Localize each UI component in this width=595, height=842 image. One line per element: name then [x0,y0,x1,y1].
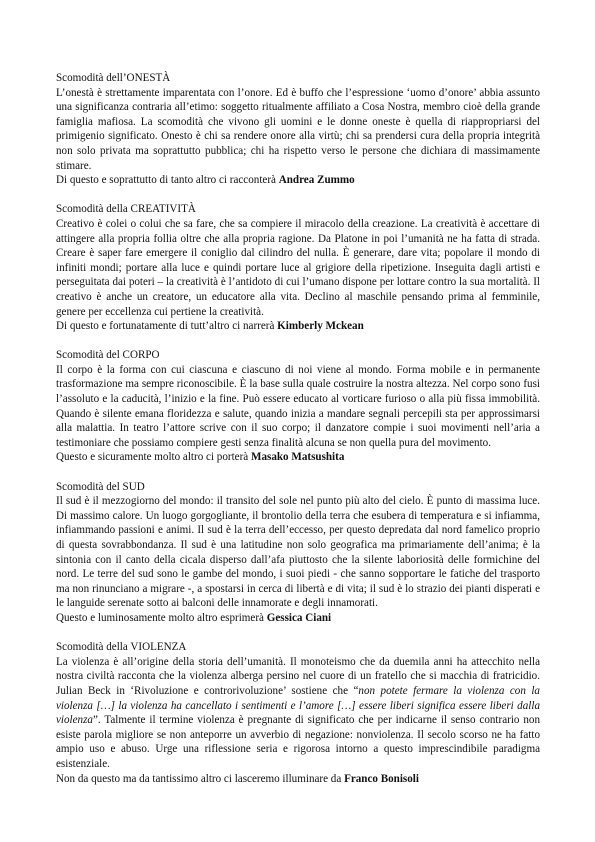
section-heading: Scomodità del SUD [56,480,145,493]
closing-text: Questo e luminosamente molto altro esprimerà [56,611,267,624]
section-onesta [56,71,540,188]
document-page [56,71,540,801]
closing-text: Di questo e fortunatamente di tutt’altro ci narrerà [56,320,278,333]
speaker-name: Kimberly Mckean [277,320,364,333]
speaker-name: Masako Matsushita [251,451,345,464]
section-corpo [56,348,540,465]
section-heading: Scomodità del CORPO [56,349,160,362]
section-closing [56,173,540,188]
body-text-after-quote: ”. Talmente il termine violenza è pregnante di significato che per indicarne il senso contrario non esiste parola migliore se non anteporre un avverbio di negazione: nonviolenza. Il secolo scorso ne ha fatto ampio uso e abuso. Urge una riflessione seria e rigorosa intorno a questo imprescindibile paradigma esistenziale. [56,714,540,770]
section-heading: Scomodità della VIOLENZA [56,641,187,654]
section-creativita [56,202,540,333]
section-body [56,655,540,772]
section-closing [56,319,540,334]
closing-text: Questo e sicuramente molto altro ci porterà [56,451,251,464]
section-body: L’onestà è strettamente imparentata con l’onore. Ed è buffo che l’espressione ‘uomo d’onore’ abbia assunto una significanza contraria all’etimo: soggetto ritualmente affiliato a Cosa Nostra, membro cioè della grande famiglia mafiosa. La scomodità che vivono gli uomini e le donne oneste è quella di riappropriarsi del primigenio significato. Onesto è chi sa rendere onore alla virtù; chi sa prendersi cura della propria integrità non solo privata ma soprattutto pubblica; chi ha rispetto verso le persone che dichiara di massimamente stimare. [56,86,540,172]
section-body: Il sud è il mezzogiorno del mondo: il transito del sole nel punto più alto del cielo. È punto di massima luce. Di massimo calore. Un luogo gorgogliante, il brontolio della terra che esubera di temperatura e si infiamma, infiammando passioni e animi. Il sud è la terra dell’eccesso, per questo depredata dal nord famelico proprio di questa sovrabbondanza. Il sud è una latitudine non solo geografica ma primariamente dell’anima; è la sintonia con il canto della cicala disperso dall’afa piuttosto che la silente laboriosità delle formichine del nord. Le terre del sud sono le gambe del mondo, i suoi piedi - che sanno sopportare le fatiche del trasporto ma non rinunciano a migrare -, a spostarsi in cerca di libertà e di vita; il sud è lo strazio dei pianti disperati e le languide serenate sotto ai balconi delle innamorate e degli innamorati. [56,495,540,610]
speaker-name: Franco Bonisoli [344,772,419,785]
section-closing [56,772,540,787]
section-violenza [56,640,540,786]
closing-text: Di questo e soprattutto di tanto altro ci racconterà [56,174,279,187]
section-heading: Scomodità dell’ONESTÀ [56,72,171,84]
section-body: Creativo è colei o colui che sa fare, che sa compiere il miracolo della creazione. La creatività è accettare di attingere alla propria follia oltre che alla propria ragione. Da Platone in poi l’umanità ne ha fatta di strada. Creare è saper fare emergere il coniglio dal cilindro del nulla. È generare, dare vita; popolare il mondo di infiniti mondi; portare alla luce e quindi portare luce al grigiore della ripetizione. Inseguita dagli artisti e perseguitata dai poteri – la creatività è l’antidoto di cui l’umano dispone per lottare contro la sua mortalità. Il creativo è anche un creatore, un educatore alla vita. Declino al maschile pensando prima al femminile, genere per eccellenza cui pertiene la creatività. [56,217,540,318]
section-closing [56,611,540,626]
section-closing [56,450,540,465]
section-heading: Scomodità della CREATIVITÀ [56,203,196,216]
body-text-before-quote: La violenza è all’origine della storia dell’umanità. Il monoteismo che da duemila anni ha attecchito nella nostra civiltà racconta che la violenza alberga persino nel cuore di un fratello che si macchia di fratricidio. Julian Beck in ‘Rivoluzione e controrivoluzione’ sostiene che “ [56,655,540,697]
section-body: Il corpo è la forma con cui ciascuna e ciascuno di noi viene al mondo. Forma mobile e in permanente trasformazione ma sempre riconoscibile. È la base sulla quale costruire la nostra altezza. Nel corpo sono fusi l’assoluto e la caducità, l’inizio e la fine. Può essere educato al vorticare furioso o alla più fissa immobilità. Quando è silente emana floridezza e salute, quando inizia a mandare segnali percepili sta per approssimarsi alla malattia. In teatro l’attore scrive con il suo corpo; il danzatore compie i suoi movimenti nell’aria a testimoniare che possiamo compiere gesti senza finalità alcuna se non quella pura del movimento. [56,363,540,449]
speaker-name: Andrea Zummo [278,174,355,187]
italic-quote: non potete fermare la violenza con la violenza […] la violenza ha cancellato i sentimenti e l’amore […] essere liberi significa essere liberi dalla violenza [56,684,540,727]
closing-text: Non da questo ma da tantissimo altro ci lasceremo illuminare da [56,772,345,785]
section-sud [56,480,540,626]
speaker-name: Gessica Ciani [266,611,332,624]
